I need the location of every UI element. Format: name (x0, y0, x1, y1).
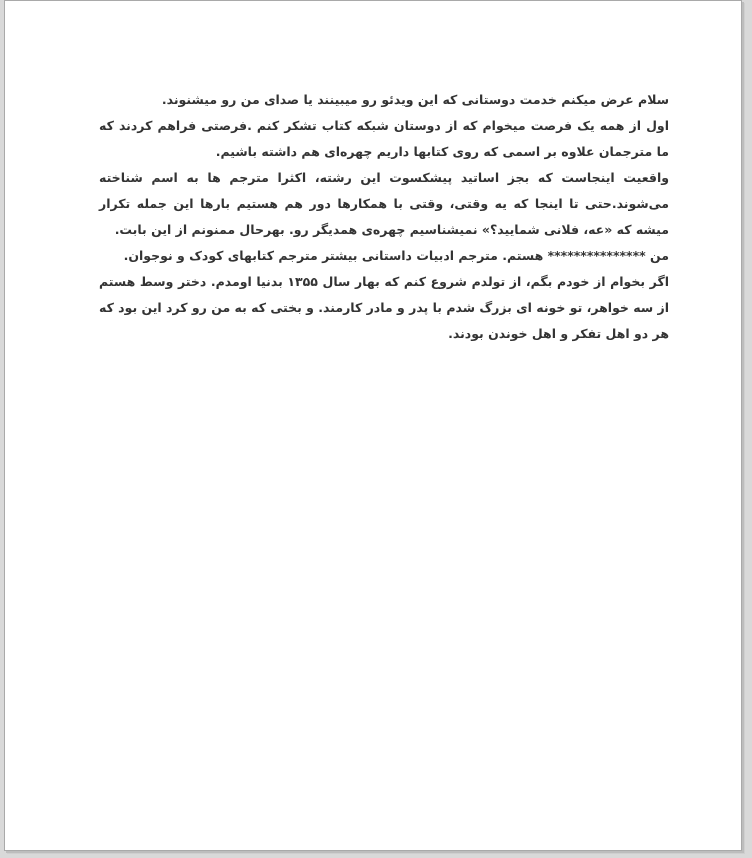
paragraph-biography: اگر بخوام از خودم بگم، از تولدم شروع کنم که بهار سال ۱۳۵۵ بدنیا اومدم. دختر وسط هستم از سه خواهر، تو خونه ای بزرگ شدم با پدر و مادر کارمند. و بختی که به من رو کرد این بود که هر دو اهل تفکر و اهل خوندن بودند. (98, 274, 669, 341)
paragraph-thanks: اول از همه یک فرصت میخوام که از دوستان شبکه کتاب تشکر کنم .فرصتی فراهم کردند که ما مترجمان علاوه بر اسمی که روی کتابها داریم چهره‌ای هم داشته باشیم. (99, 118, 669, 159)
document-body (99, 87, 669, 347)
document-page (4, 0, 742, 851)
paragraph-introduction: من *************** هستم. مترجم ادبیات داستانی بیشتر مترجم کتابهای کودک و نوجوان. (123, 248, 669, 263)
paragraph-reality: واقعیت اینجاست که بجز اساتید پیشکسوت این رشته، اکثرا مترجم ها به اسم شناخته می‌شوند.حتی تا اینجا که یه وقتی، وقتی با همکارها دور هم هستیم بارها این جمله تکرار میشه که «عه، فلانی شمایید؟» نمیشناسیم چهره‌ی همدیگر رو. بهرحال ممنونم از این بابت. (99, 170, 669, 237)
paragraph-greeting: سلام عرض میکنم خدمت دوستانی که این ویدئو رو میبینند یا صدای من رو میشنوند. (161, 92, 669, 107)
